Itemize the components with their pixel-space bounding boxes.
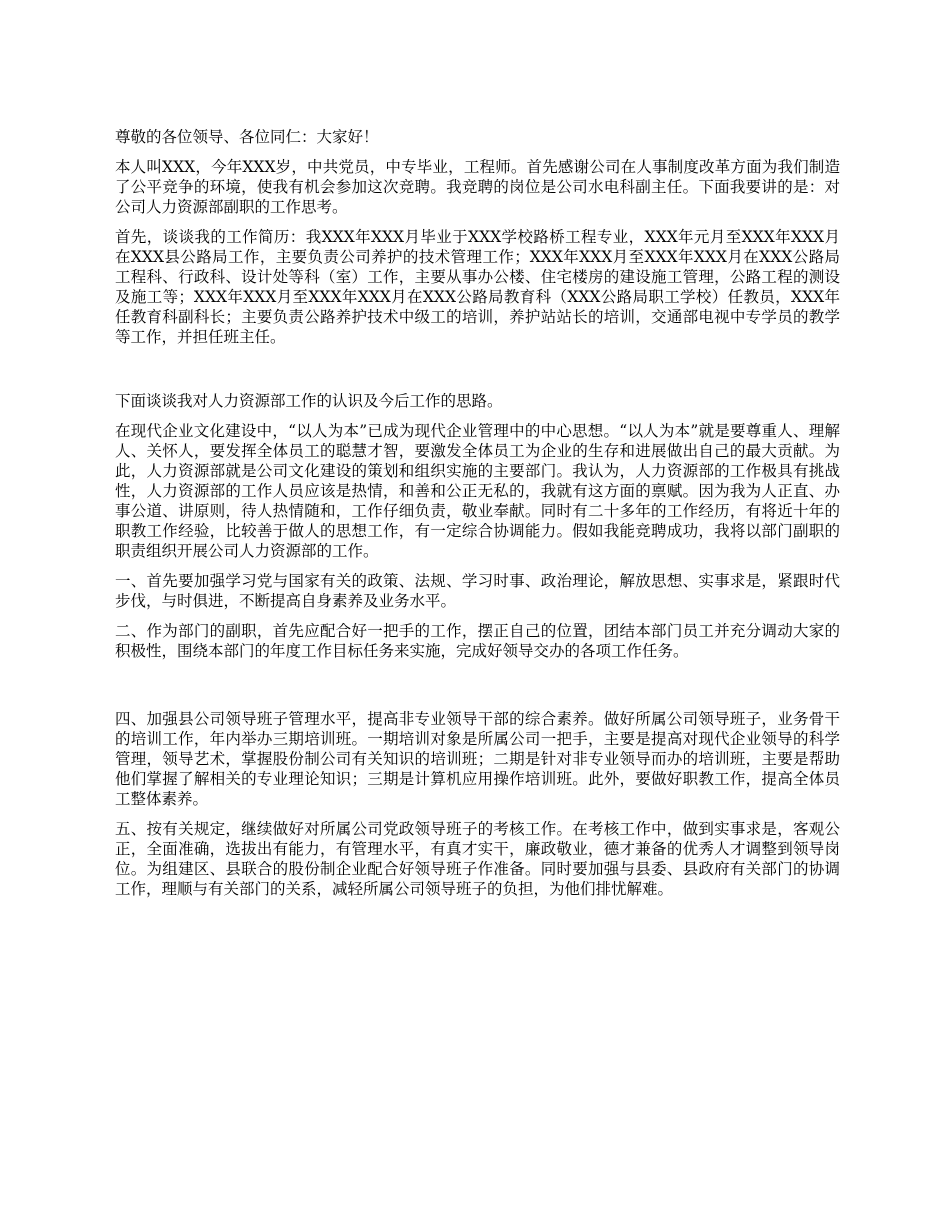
self-introduction-paragraph: 本人叫XXX，今年XXX岁，中共党员，中专毕业，工程师。首先感谢公司在人事制度改革方面为我们制造了公平竞争的环境，使我有机会参加这次竞聘。我竞聘的岗位是公司水电科副主任。下面我要讲的是：对公司人力资源部副职的工作思考。 [115, 158, 840, 216]
people-oriented-paragraph: 在现代企业文化建设中，“以人为本”已成为现代企业管理中的中心思想。“以人为本”就是要尊重人、理解人、关怀人，要发挥全体员工的聪慧才智，要激发全体员工为企业的生存和进展做出自己的最大贡献。为此，人力资源部就是公司文化建设的策划和组织实施的主要部门。我认为，人力资源部的工作极具有挑战性，人力资源部的工作人员应该是热情，和善和公正无私的，我就有这方面的禀赋。因为我为人正直、办事公道、讲原则，待人热情随和，工作仔细负责，敬业奉献。同时有二十多年的工作经历，有将近十年的职教工作经验，比较善于做人的思想工作，有一定综合协调能力。假如我能竞聘成功，我将以部门副职的职责组织开展公司人力资源部的工作。 [115, 422, 840, 560]
point-four-paragraph: 四、加强县公司领导班子管理水平，提高非专业领导干部的综合素养。做好所属公司领导班子，业务骨干的培训工作，年内举办三期培训班。一期培训对象是所属公司一把手，主要是提高对现代企业领导的科学管理，领导艺术，掌握股份制公司有关知识的培训班；二期是针对非专业领导而办的培训班，主要是帮助他们掌握了解相关的专业理论知识；三期是计算机应用操作培训班。此外，要做好职教工作，提高全体员工整体素养。 [115, 710, 840, 808]
point-five-paragraph: 五、按有关规定，继续做好对所属公司党政领导班子的考核工作。在考核工作中，做到实事求是，客观公正，全面准确，选拔出有能力，有管理水平，有真才实干，廉政敬业，德才兼备的优秀人才调整到领导岗位。为组建区、县联合的股份制企业配合好领导班子作准备。同时要加强与县委、县政府有关部门的协调工作，理顺与有关部门的关系，减轻所属公司领导班子的负担，为他们排忧解难。 [115, 820, 840, 898]
point-one-paragraph: 一、首先要加强学习党与国家有关的政策、法规、学习时事、政治理论，解放思想、实事求是，紧跟时代步伐，与时俱进，不断提高自身素养及业务水平。 [115, 572, 840, 610]
greeting-paragraph: 尊敬的各位领导、各位同仁：大家好！ [115, 128, 379, 146]
work-resume-paragraph: 首先，谈谈我的工作简历：我XXX年XXX月毕业于XXX学校路桥工程专业，XXX年元月至XXX年XXX月在XXX县公路局工作，主要负责公司养护的技术管理工作；XXX年XXX月至XXX年XXX月在XXX公路局工程科、行政科、设计处等科（室）工作，主要从事办公楼、住宅楼房的建设施工管理，公路工程的测设及施工等；XXX年XXX月至XXX年XXX月在XXX公路局教育科（XXX公路局职工学校）任教员，XXX年任教育科副科长；主要负责公路养护技术中级工的培训，养护站站长的培训，交通部电视中专学员的教学等工作，并担任班主任。 [115, 228, 840, 346]
transition-paragraph: 下面谈谈我对人力资源部工作的认识及今后工作的思路。 [115, 392, 503, 410]
point-two-paragraph: 二、作为部门的副职，首先应配合好一把手的工作，摆正自己的位置，团结本部门员工并充分调动大家的积极性，围绕本部门的年度工作目标任务来实施，完成好领导交办的各项工作任务。 [115, 622, 840, 660]
document-body [115, 127, 840, 909]
